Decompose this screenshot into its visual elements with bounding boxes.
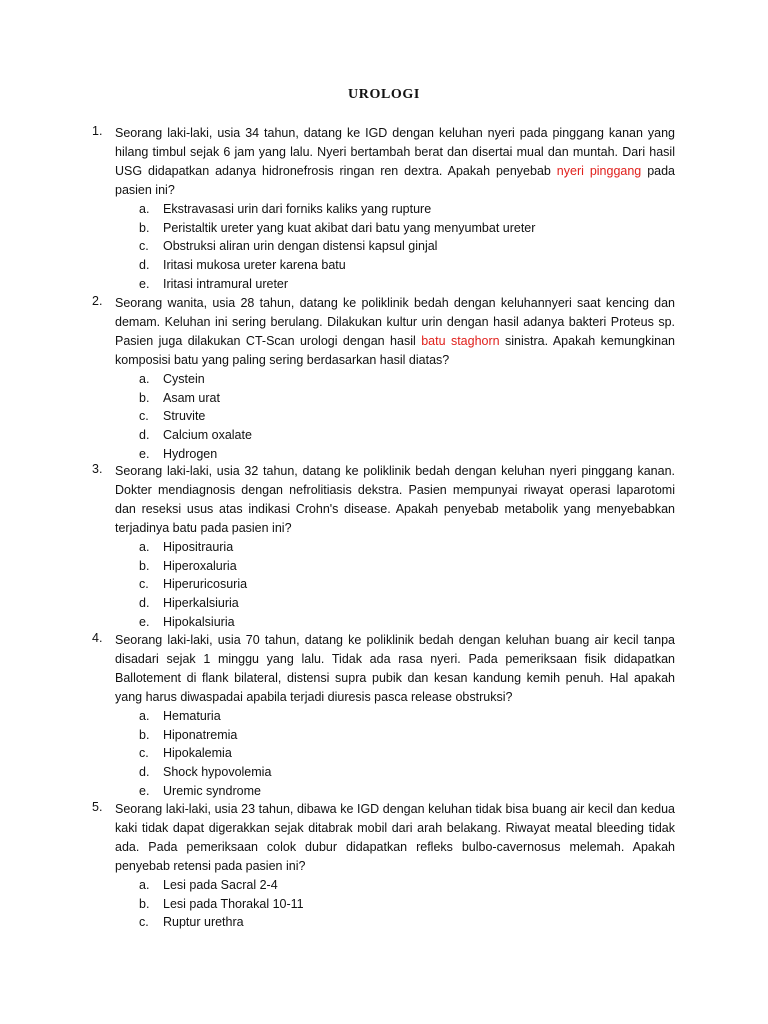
option-text: Iritasi intramural ureter [163,276,289,291]
option-text: Uremic syndrome [163,783,261,798]
option-letter: e. [139,614,150,629]
option-letter: c. [139,746,149,761]
answer-option [139,407,675,426]
option-text: Hipokalemia [163,746,232,761]
option-letter: c. [139,239,149,254]
option-list [139,538,675,631]
option-letter: b. [139,390,150,405]
option-list [139,707,675,800]
answer-option [139,557,675,576]
option-letter: d. [139,427,150,442]
option-list [139,370,675,463]
option-list [139,876,675,932]
question-number: 4. [92,631,103,645]
answer-option [139,237,675,256]
option-text: Iritasi mukosa ureter karena batu [163,257,346,272]
question-number: 3. [92,462,103,476]
question-5 [92,800,675,932]
option-letter: a. [139,878,150,893]
option-text: Obstruksi aliran urin dengan distensi kapsul ginjal [163,239,438,254]
option-text: Ekstravasasi urin dari forniks kaliks yang rupture [163,202,432,217]
option-letter: a. [139,540,150,555]
option-text: Lesi pada Thorakal 10-11 [163,896,304,911]
option-list [139,200,675,293]
answer-option [139,219,675,238]
option-text: Hiperoxaluria [163,558,237,573]
option-letter: b. [139,896,150,911]
option-text: Cystein [163,372,205,387]
question-text-part: Seorang wanita, usia 28 tahun, datang ke poliklinik bedah dengan keluhannyeri saat kencing dan demam. Keluhan ini sering berulang. Dilakukan kultur urin dengan hasil adanya bakteri Proteus sp. Pasien juga dilakukan CT-Scan urologi dengan hasil [115,296,675,348]
option-text: Lesi pada Sacral 2-4 [163,878,278,893]
answer-option [139,744,675,763]
option-text: Peristaltik ureter yang kuat akibat dari batu yang menyumbat ureter [163,220,536,235]
option-letter: c. [139,409,149,424]
answer-option [139,445,675,464]
answer-option [139,782,675,801]
option-text: Hiperuricosuria [163,577,248,592]
answer-option [139,538,675,557]
option-letter: e. [139,446,150,461]
option-text: Hiponatremia [163,727,238,742]
option-letter: a. [139,709,150,724]
highlighted-term: batu staghorn [421,333,500,348]
question-text [115,631,675,707]
answer-option [139,913,675,932]
option-text: Hydrogen [163,446,218,461]
document-title: UROLOGI [348,87,420,102]
answer-option [139,275,675,294]
option-letter: e. [139,276,150,291]
option-letter: a. [139,372,150,387]
question-3 [92,462,675,631]
option-text: Hematuria [163,709,221,724]
question-text [115,800,675,876]
option-letter: a. [139,202,150,217]
answer-option [139,200,675,219]
question-number: 5. [92,800,103,814]
option-letter: d. [139,257,150,272]
question-4 [92,631,675,800]
option-text: Hipositrauria [163,540,234,555]
answer-option [139,895,675,914]
answer-option [139,575,675,594]
option-letter: c. [139,577,149,592]
answer-option [139,389,675,408]
question-text-part: pada pasien ini? [115,163,675,197]
answer-option [139,594,675,613]
question-text-part: Seorang laki-laki, usia 70 tahun, datang ke poliklinik bedah dengan keluhan buang air kecil tanpa disadari sejak 1 minggu yang lalu. Tidak ada rasa nyeri. Pada pemeriksaan fisik didapatkan Ballotement di flank bilateral, distensi supra pubik dan kesan kandung kemih penuh. Hal apakah yang harus diwaspadai apabila terjadi diuresis pasca release obstruksi? [115,633,675,704]
option-text: Ruptur urethra [163,915,244,930]
option-text: Struvite [163,409,206,424]
option-letter: d. [139,764,150,779]
option-letter: b. [139,727,150,742]
question-number: 1. [92,124,103,138]
answer-option [139,370,675,389]
question-number: 2. [92,294,103,308]
question-text [115,124,675,200]
option-letter: c. [139,915,149,930]
question-text-part: Seorang laki-laki, usia 32 tahun, datang ke poliklinik bedah dengan keluhan nyeri pinggang kanan. Dokter mendiagnosis dengan nefrolitiasis dekstra. Pasien mempunyai riwayat operasi laparotomi dan reseksi usus atas indikasi Crohn's disease. Apakah penyebab metabolik yang menyebabkan terjadinya batu pada pasien ini? [115,464,675,535]
option-letter: b. [139,220,150,235]
answer-option [139,763,675,782]
answer-option [139,256,675,275]
option-letter: b. [139,558,150,573]
option-text: Calcium oxalate [163,427,252,442]
option-text: Asam urat [163,390,220,405]
answer-option [139,707,675,726]
answer-option [139,426,675,445]
option-text: Shock hypovolemia [163,764,272,779]
question-text-part: Seorang laki-laki, usia 34 tahun, datang ke IGD dengan keluhan nyeri pada pinggang kanan yang hilang timbul sejak 6 jam yang lalu. Nyeri bertambah berat dan disertai mual dan muntah. Dari hasil USG didapatkan adanya hidronefrosis ringan ren dextra. Apakah penyebab [115,126,675,178]
question-1 [92,124,675,293]
option-letter: e. [139,783,150,798]
option-letter: d. [139,595,150,610]
answer-option [139,613,675,632]
question-text-part: sinistra. Apakah kemungkinan komposisi batu yang paling sering berdasarkan hasil diatas? [115,333,675,367]
option-text: Hipokalsiuria [163,614,235,629]
question-text-part: Seorang laki-laki, usia 23 tahun, dibawa ke IGD dengan keluhan tidak bisa buang air kecil dan kedua kaki tidak dapat digerakkan sejak ditabrak mobil dari arah belakang. Riwayat meatal bleeding tidak ada. Pada pemeriksaan colok dubur didapatkan refleks bulbo-cavernosus melemah. Apakah penyebab retensi pada pasien ini? [115,802,675,873]
answer-option [139,876,675,895]
question-2 [92,294,675,463]
highlighted-term: nyeri pinggang [556,163,642,178]
question-text [115,462,675,538]
question-text [115,294,675,370]
answer-option [139,726,675,745]
option-text: Hiperkalsiuria [163,595,239,610]
